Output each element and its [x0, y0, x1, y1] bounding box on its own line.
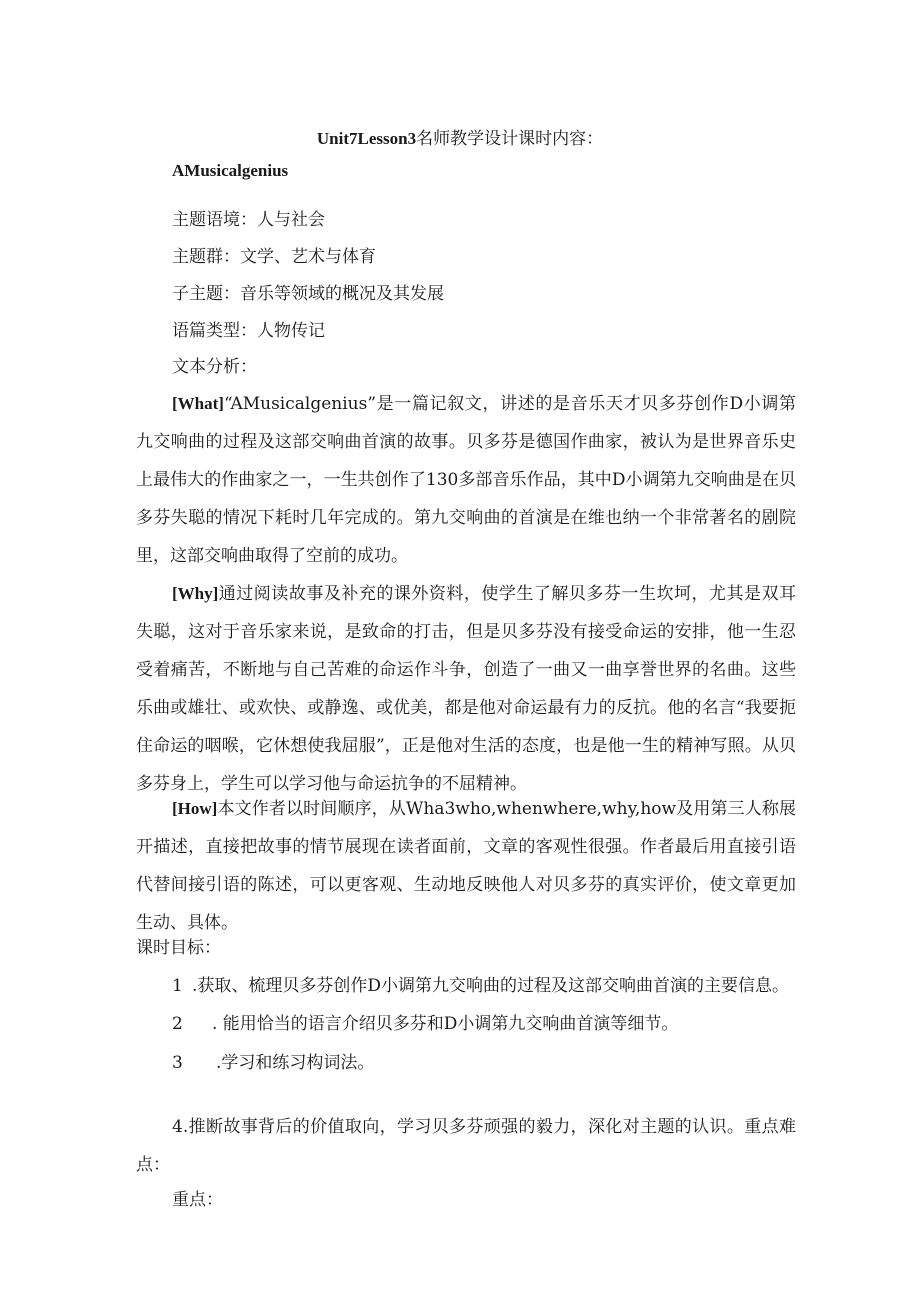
why-paragraph	[136, 575, 796, 803]
objective-text: .获取、梳理贝多芬创作D小调第九交响曲的过程及这部交响曲首演的主要信息。	[192, 976, 790, 996]
title-code: Unit7Lesson3	[316, 129, 417, 148]
objective-number: 1	[172, 976, 183, 996]
what-text: “AMusicalgenius”是一篇记叙文，讲述的是音乐天才贝多芬创作D小调第九交响曲的过程及这部交响曲首演的故事。贝多芬是德国作曲家，被认为是世界音乐史上最伟大的作曲家之一，一生共创作了130多部音乐作品，其中D小调第九交响曲是在贝多芬失聪的情况下耗时几年完成的。第九交响曲的首演是在维也纳一个非常著名的剧院里，这部交响曲取得了空前的成功。	[136, 394, 796, 566]
why-tag: [Why]	[172, 584, 219, 603]
what-tag: [What]	[172, 394, 224, 413]
why-text: 通过阅读故事及补充的课外资料，使学生了解贝多芬一生坎坷，尤其是双耳失聪，这对于音乐家来说，是致命的打击，但是贝多芬没有接受命运的安排，他一生忍受着痛苦，不断地与自己苦难的命运作斗争，创造了一曲又一曲享誉世界的名曲。这些乐曲或雄壮、或欢快、或静逸、或优美，都是他对命运最有力的反抗。他的名言“我要扼住命运的咽喉，它休想使我屈服”，正是他对生活的态度，也是他一生的精神写照。从贝多芬身上，学生可以学习他与命运抗争的不屈精神。	[136, 584, 796, 794]
theme-context: 主题语境：人与社会	[172, 210, 325, 230]
objective-item-2	[172, 1013, 678, 1035]
objective-text: .学习和练习构词法。	[216, 1053, 375, 1073]
objective-item-3	[172, 1052, 374, 1074]
what-paragraph	[136, 385, 796, 575]
objective-text: . 能用恰当的语言介绍贝多芬和D小调第九交响曲首演等细节。	[212, 1014, 679, 1034]
sub-theme: 子主题：音乐等领域的概况及其发展	[172, 284, 444, 304]
objective-number: 4	[172, 1117, 183, 1137]
how-tag: [How]	[172, 799, 218, 818]
analysis-heading: 文本分析：	[172, 357, 257, 377]
objective-number: 3	[172, 1053, 183, 1073]
title-text: 名师教学设计课时内容：	[416, 129, 604, 149]
objective-text: .推断故事背后的价值取向，学习贝多芬顽强的毅力，深化对主题的认识。重点难点：	[136, 1117, 796, 1175]
objective-number: 2	[172, 1014, 183, 1034]
theme-group: 主题群：文学、艺术与体育	[172, 247, 376, 267]
key-points-heading: 重点：	[172, 1190, 223, 1210]
text-genre: 语篇类型：人物传记	[172, 321, 325, 341]
how-paragraph	[136, 790, 796, 942]
objectives-heading: 课时目标：	[136, 938, 221, 958]
lesson-title: AMusicalgenius	[172, 161, 289, 180]
objective-item-1	[172, 975, 789, 997]
page-title	[0, 124, 920, 149]
how-text: 本文作者以时间顺序，从Wha3who,whenwhere,why,how及用第三人称展开描述，直接把故事的情节展现在读者面前，文章的客观性很强。作者最后用直接引语代替间接引语的陈述，可以更客观、生动地反映他人对贝多芬的真实评价，使文章更加生动、具体。	[136, 799, 796, 933]
objective-item-4	[136, 1108, 796, 1184]
